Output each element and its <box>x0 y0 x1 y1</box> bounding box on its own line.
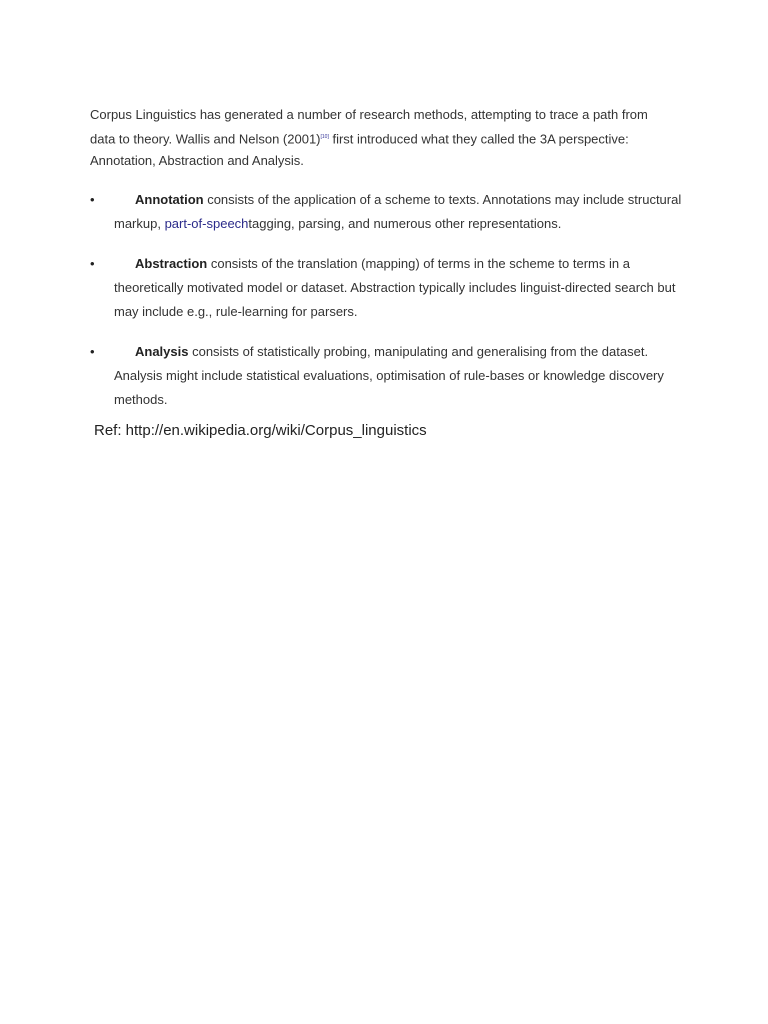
reference-line: Ref: http://en.wikipedia.org/wiki/Corpus_linguistics <box>94 422 427 440</box>
analysis-text: consists of statistically probing, manipulating and generalising from the dataset. Analysis might include statistical evaluations, optimisation of rule-bases or knowledge discovery methods. <box>114 344 664 408</box>
intro-text-before: Corpus Linguistics has generated a number of research methods, attempting to trace a path from data to theory. Wallis and Nelson (2001) <box>90 107 648 147</box>
bullet-icon: • <box>90 344 95 360</box>
bullet-icon: • <box>90 256 95 272</box>
term-abstraction: Abstraction <box>135 256 208 272</box>
list-item-annotation <box>90 188 684 236</box>
list-item-analysis <box>90 340 684 412</box>
part-of-speech-link[interactable]: part-of-speech <box>164 216 249 232</box>
annotation-text-after: tagging, parsing, and numerous other representations. <box>248 216 562 232</box>
term-analysis: Analysis <box>135 344 189 360</box>
term-annotation: Annotation <box>135 192 204 208</box>
citation-link[interactable]: [10] <box>320 134 329 140</box>
annotation-text-before: consists of the application of a scheme to texts. Annotations may include structural markup, <box>114 192 682 232</box>
abstraction-text: consists of the translation (mapping) of terms in the scheme to terms in a theoretically motivated model or dataset. Abstraction typically includes linguist-directed search but may include e.g., rule-learning for parsers. <box>114 256 676 320</box>
intro-text-after: first introduced what they called the 3A perspective: Annotation, Abstraction and Analysis. <box>90 131 629 169</box>
bullet-icon: • <box>90 192 95 208</box>
bullet-list <box>90 188 688 412</box>
list-item-abstraction <box>90 252 684 324</box>
intro-paragraph <box>90 104 670 172</box>
